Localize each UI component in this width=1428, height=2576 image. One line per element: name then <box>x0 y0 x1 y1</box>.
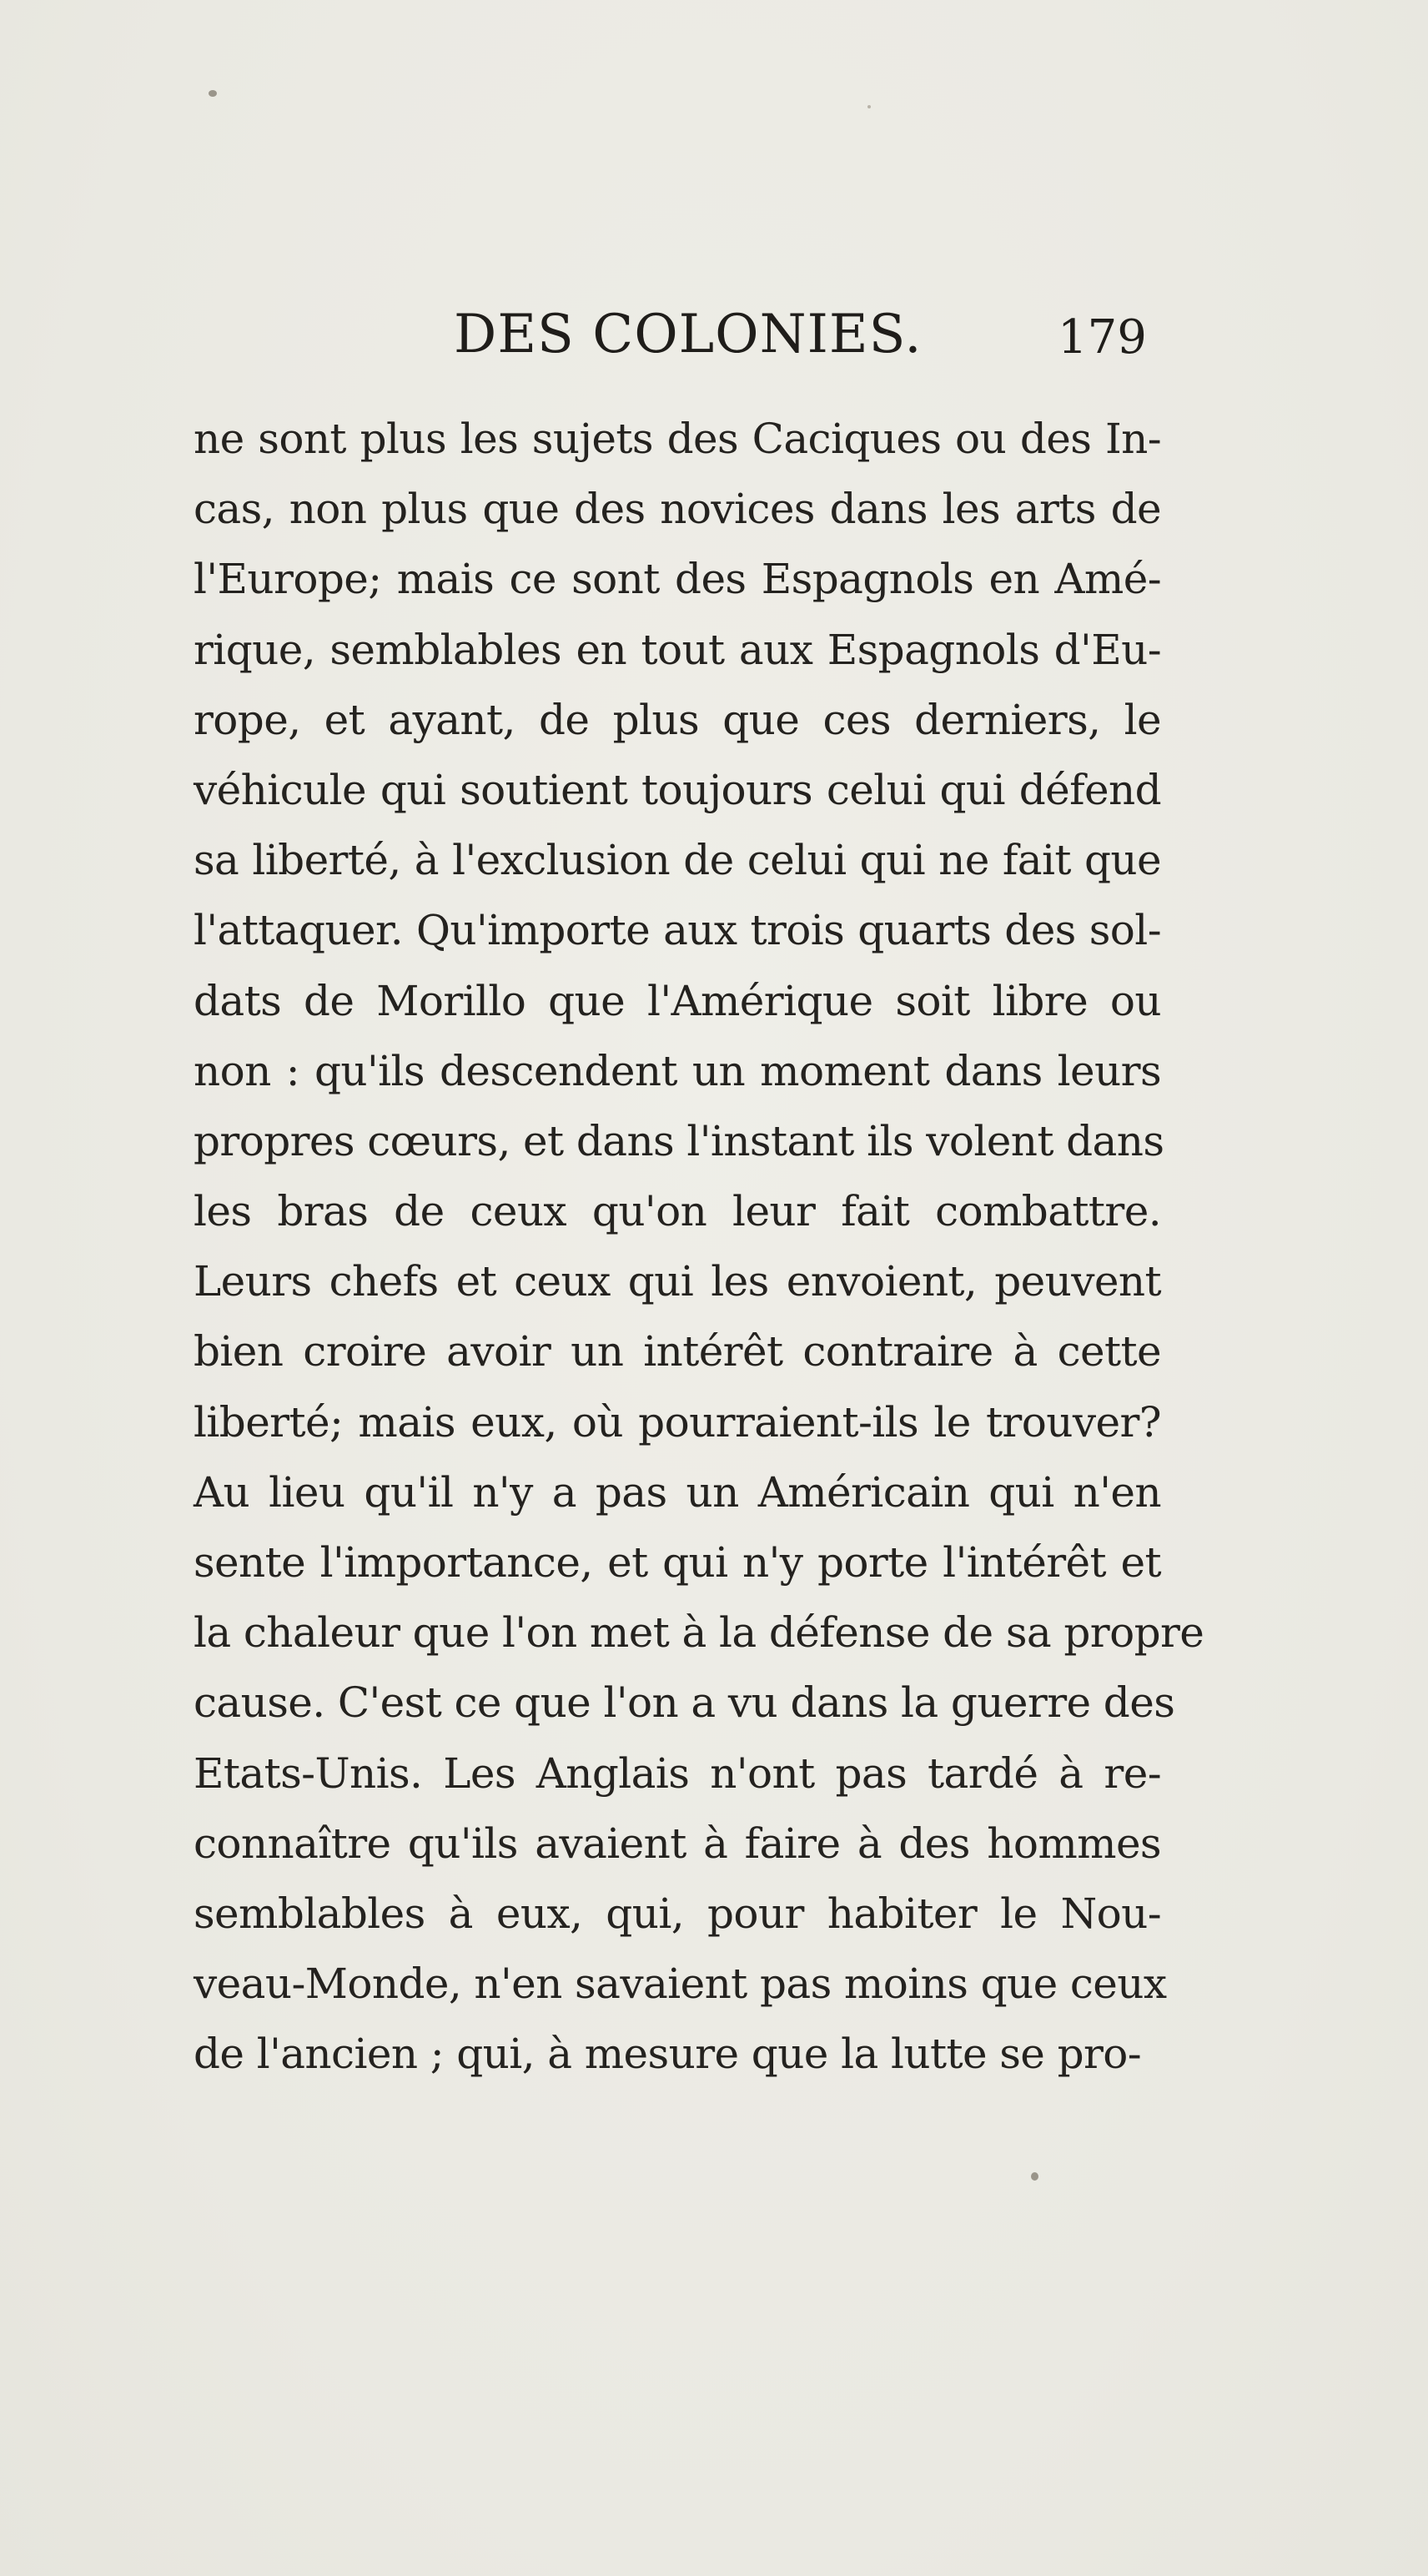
paper-speck <box>1031 2172 1038 2181</box>
text-line: les bras de ceux qu'on leur fait combattre. <box>194 1187 1161 1236</box>
text-line: bien croire avoir un intérêt contraire à cette <box>194 1327 1161 1376</box>
text-line: connaître qu'ils avaient à faire à des hommes <box>194 1819 1161 1868</box>
text-line: cas, non plus que des novices dans les arts de <box>194 485 1161 534</box>
text-line: propres cœurs, et dans l'instant ils volent dans <box>194 1116 1164 1165</box>
text-line: Au lieu qu'il n'y a pas un Américain qui n'en <box>194 1467 1161 1517</box>
body-text <box>194 404 1204 2090</box>
text-line: sente l'importance, et qui n'y porte l'intérêt et <box>194 1538 1161 1587</box>
text-line: semblables à eux, qui, pour habiter le Nou- <box>194 1889 1161 1938</box>
text-line: ne sont plus les sujets des Caciques ou des In- <box>194 415 1161 463</box>
text-line: Etats-Unis. Les Anglais n'ont pas tardé à re- <box>194 1748 1161 1798</box>
text-line: liberté; mais eux, où pourraient-ils le trouver? <box>194 1397 1161 1446</box>
text-line: rope, et ayant, de plus que ces derniers, le <box>194 695 1161 744</box>
text-line: non : qu'ils descendent un moment dans leurs <box>194 1046 1161 1095</box>
text-line: véhicule qui soutient toujours celui qui défend <box>194 765 1161 814</box>
paper-speck <box>209 90 217 97</box>
text-line: Leurs chefs et ceux qui les envoient, peuvent <box>194 1257 1161 1306</box>
running-head: DES COLONIES. <box>454 304 923 365</box>
text-line: de l'ancien ; qui, à mesure que la lutte se pro- <box>194 2030 1142 2079</box>
page-number: 179 <box>1058 310 1147 365</box>
text-line: la chaleur que l'on met à la défense de sa propre <box>194 1608 1204 1658</box>
text-line: l'attaquer. Qu'importe aux trois quarts des sol- <box>194 906 1161 955</box>
paper-speck <box>867 105 871 108</box>
text-line: l'Europe; mais ce sont des Espagnols en Amé- <box>194 555 1161 604</box>
page-header <box>194 300 1161 375</box>
text-line: rique, semblables en tout aux Espagnols d'Eu- <box>194 625 1161 674</box>
text-line: sa liberté, à l'exclusion de celui qui ne fait que <box>194 836 1161 885</box>
text-line: dats de Morillo que l'Amérique soit libre ou <box>194 976 1161 1025</box>
text-line: cause. C'est ce que l'on a vu dans la guerre des <box>194 1678 1175 1728</box>
text-line: veau-Monde, n'en savaient pas moins que ceux <box>194 1960 1167 2009</box>
